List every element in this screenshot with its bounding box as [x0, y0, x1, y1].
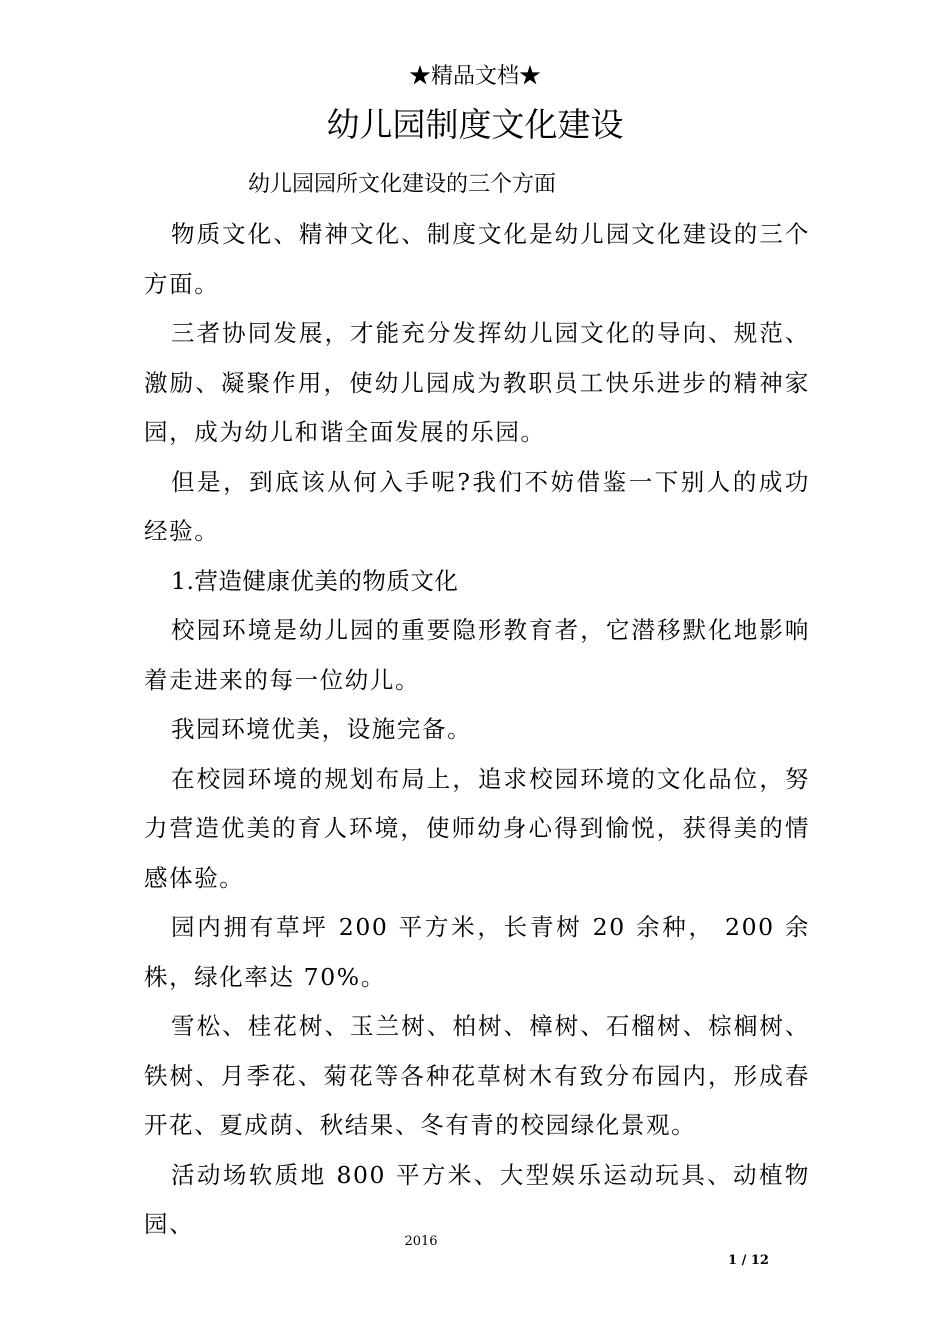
paragraph: 校园环境是幼儿园的重要隐形教育者，它潜移默化地影响着走进来的每一位幼儿。	[144, 616, 810, 694]
paragraph: 我园环境优美，设施完备。	[171, 715, 473, 743]
page-number: 1 / 12	[728, 1253, 769, 1268]
paragraph: 雪松、桂花树、玉兰树、柏树、樟树、石榴树、棕榈树、铁树、月季花、菊花等各种花草树木有致分布园内，形成春开花、夏成荫、秋结果、冬有青的校园绿化景观。	[144, 1012, 810, 1139]
document-subtitle: 幼儿园园所文化建设的三个方面	[248, 172, 557, 197]
paragraph: 活动场软质地 800 平方米、大型娱乐运动玩具、动植物园、	[144, 1160, 810, 1238]
body-text	[144, 210, 810, 1250]
paragraph: 但是，到底该从何入手呢?我们不妨借鉴一下别人的成功经验。	[144, 467, 810, 545]
paragraph: 三者协同发展，才能充分发挥幼儿园文化的导向、规范、激励、凝聚作用，使幼儿园成为教职员工快乐进步的精神家园，成为幼儿和谐全面发展的乐园。	[144, 319, 810, 446]
paragraph: 在校园环境的规划布局上，追求校园环境的文化品位，努力营造优美的育人环境，使师幼身心得到愉悦，获得美的情感体验。	[144, 764, 810, 892]
document-title: 幼儿园制度文化建设	[326, 105, 624, 144]
section-heading: 1.营造健康优美的物质文化	[171, 566, 459, 595]
paragraph: 物质文化、精神文化、制度文化是幼儿园文化建设的三个方面。	[144, 220, 810, 298]
paragraph: 园内拥有草坪 200 平方米，长青树 20 余种， 200 余株，绿化率达 70%。	[144, 913, 810, 991]
footer-year: 2016	[404, 1234, 438, 1249]
header-mark: ★精品文档★	[408, 64, 541, 89]
